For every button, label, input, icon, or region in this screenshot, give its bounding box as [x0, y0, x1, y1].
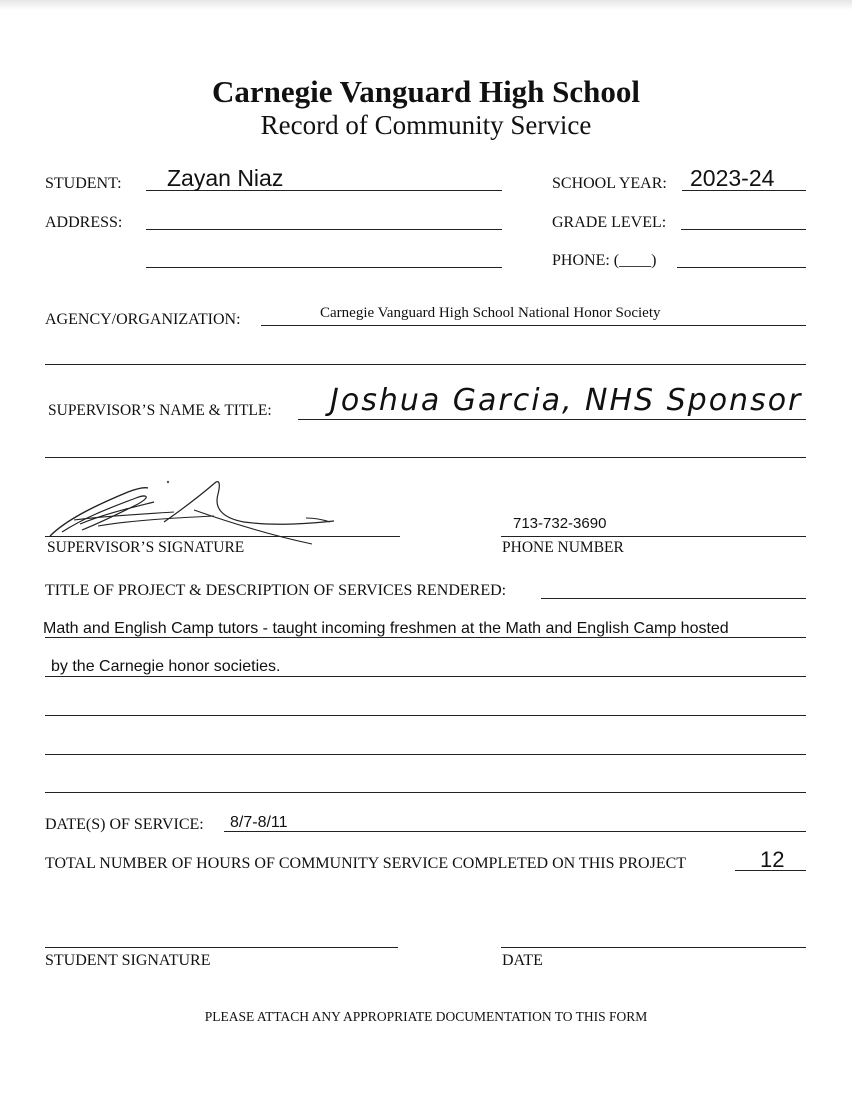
project-description-line-1[interactable]: Math and English Camp tutors - taught incoming freshmen at the Math and English Camp hosted: [43, 620, 729, 637]
supervisor-phone-label: PHONE NUMBER: [502, 539, 624, 556]
student-name-value[interactable]: Zayan Niaz: [167, 165, 284, 191]
date-line[interactable]: [501, 947, 806, 948]
project-line-5[interactable]: [45, 792, 806, 793]
hours-value[interactable]: 12: [760, 847, 785, 872]
address-label: ADDRESS:: [45, 214, 123, 231]
project-description-line-2[interactable]: by the Carnegie honor societies.: [51, 658, 281, 675]
student-signature-label: STUDENT SIGNATURE: [45, 952, 211, 969]
project-line-1: [45, 637, 806, 638]
supervisor-signature-label: SUPERVISOR’S SIGNATURE: [47, 539, 245, 556]
school-name-heading: Carnegie Vanguard High School: [211, 74, 641, 109]
form-title: Record of Community Service: [260, 110, 592, 140]
supervisor-name-title-value[interactable]: Joshua Garcia, NHS Sponsor: [330, 383, 803, 418]
supervisor-phone-line: [501, 536, 806, 537]
date-label: DATE: [502, 952, 543, 969]
agency-underline-2[interactable]: [45, 364, 806, 365]
hours-label: TOTAL NUMBER OF HOURS OF COMMUNITY SERVICE COMPLETED ON THIS PROJECT: [45, 855, 687, 872]
supervisor-phone-value[interactable]: 713-732-3690: [513, 515, 607, 532]
agency-value[interactable]: Carnegie Vanguard High School National Honor Society: [320, 305, 661, 321]
phone-label: PHONE: (____): [552, 252, 657, 269]
project-line-3[interactable]: [45, 715, 806, 716]
project-underline-title: [541, 598, 806, 599]
project-line-4[interactable]: [45, 754, 806, 755]
supervisor-signature-line[interactable]: [45, 536, 400, 537]
student-label: STUDENT:: [45, 175, 122, 192]
project-label: TITLE OF PROJECT & DESCRIPTION OF SERVICES RENDERED:: [45, 582, 507, 599]
address-line-1[interactable]: [146, 229, 502, 230]
supervisor-name-underline: [298, 419, 806, 420]
phone-underline[interactable]: [677, 267, 806, 268]
dates-value[interactable]: 8/7-8/11: [230, 814, 288, 831]
grade-level-label: GRADE LEVEL:: [552, 214, 667, 231]
supervisor-name-title-label: SUPERVISOR’S NAME & TITLE:: [48, 402, 272, 419]
agency-underline-1: [261, 325, 806, 326]
attach-documentation-note: PLEASE ATTACH ANY APPROPRIATE DOCUMENTATION TO THIS FORM: [204, 1009, 648, 1024]
dates-underline: [224, 831, 806, 832]
project-line-2: [45, 676, 806, 677]
address-line-2[interactable]: [146, 267, 502, 268]
page-top-shadow: [0, 0, 852, 10]
agency-label: AGENCY/ORGANIZATION:: [45, 311, 241, 328]
grade-level-underline[interactable]: [681, 229, 806, 230]
school-year-value[interactable]: 2023-24: [690, 165, 775, 191]
dates-label: DATE(S) OF SERVICE:: [45, 816, 204, 833]
student-signature-line[interactable]: [45, 947, 398, 948]
supervisor-underline-2[interactable]: [45, 457, 806, 458]
school-year-label: SCHOOL YEAR:: [552, 175, 667, 192]
